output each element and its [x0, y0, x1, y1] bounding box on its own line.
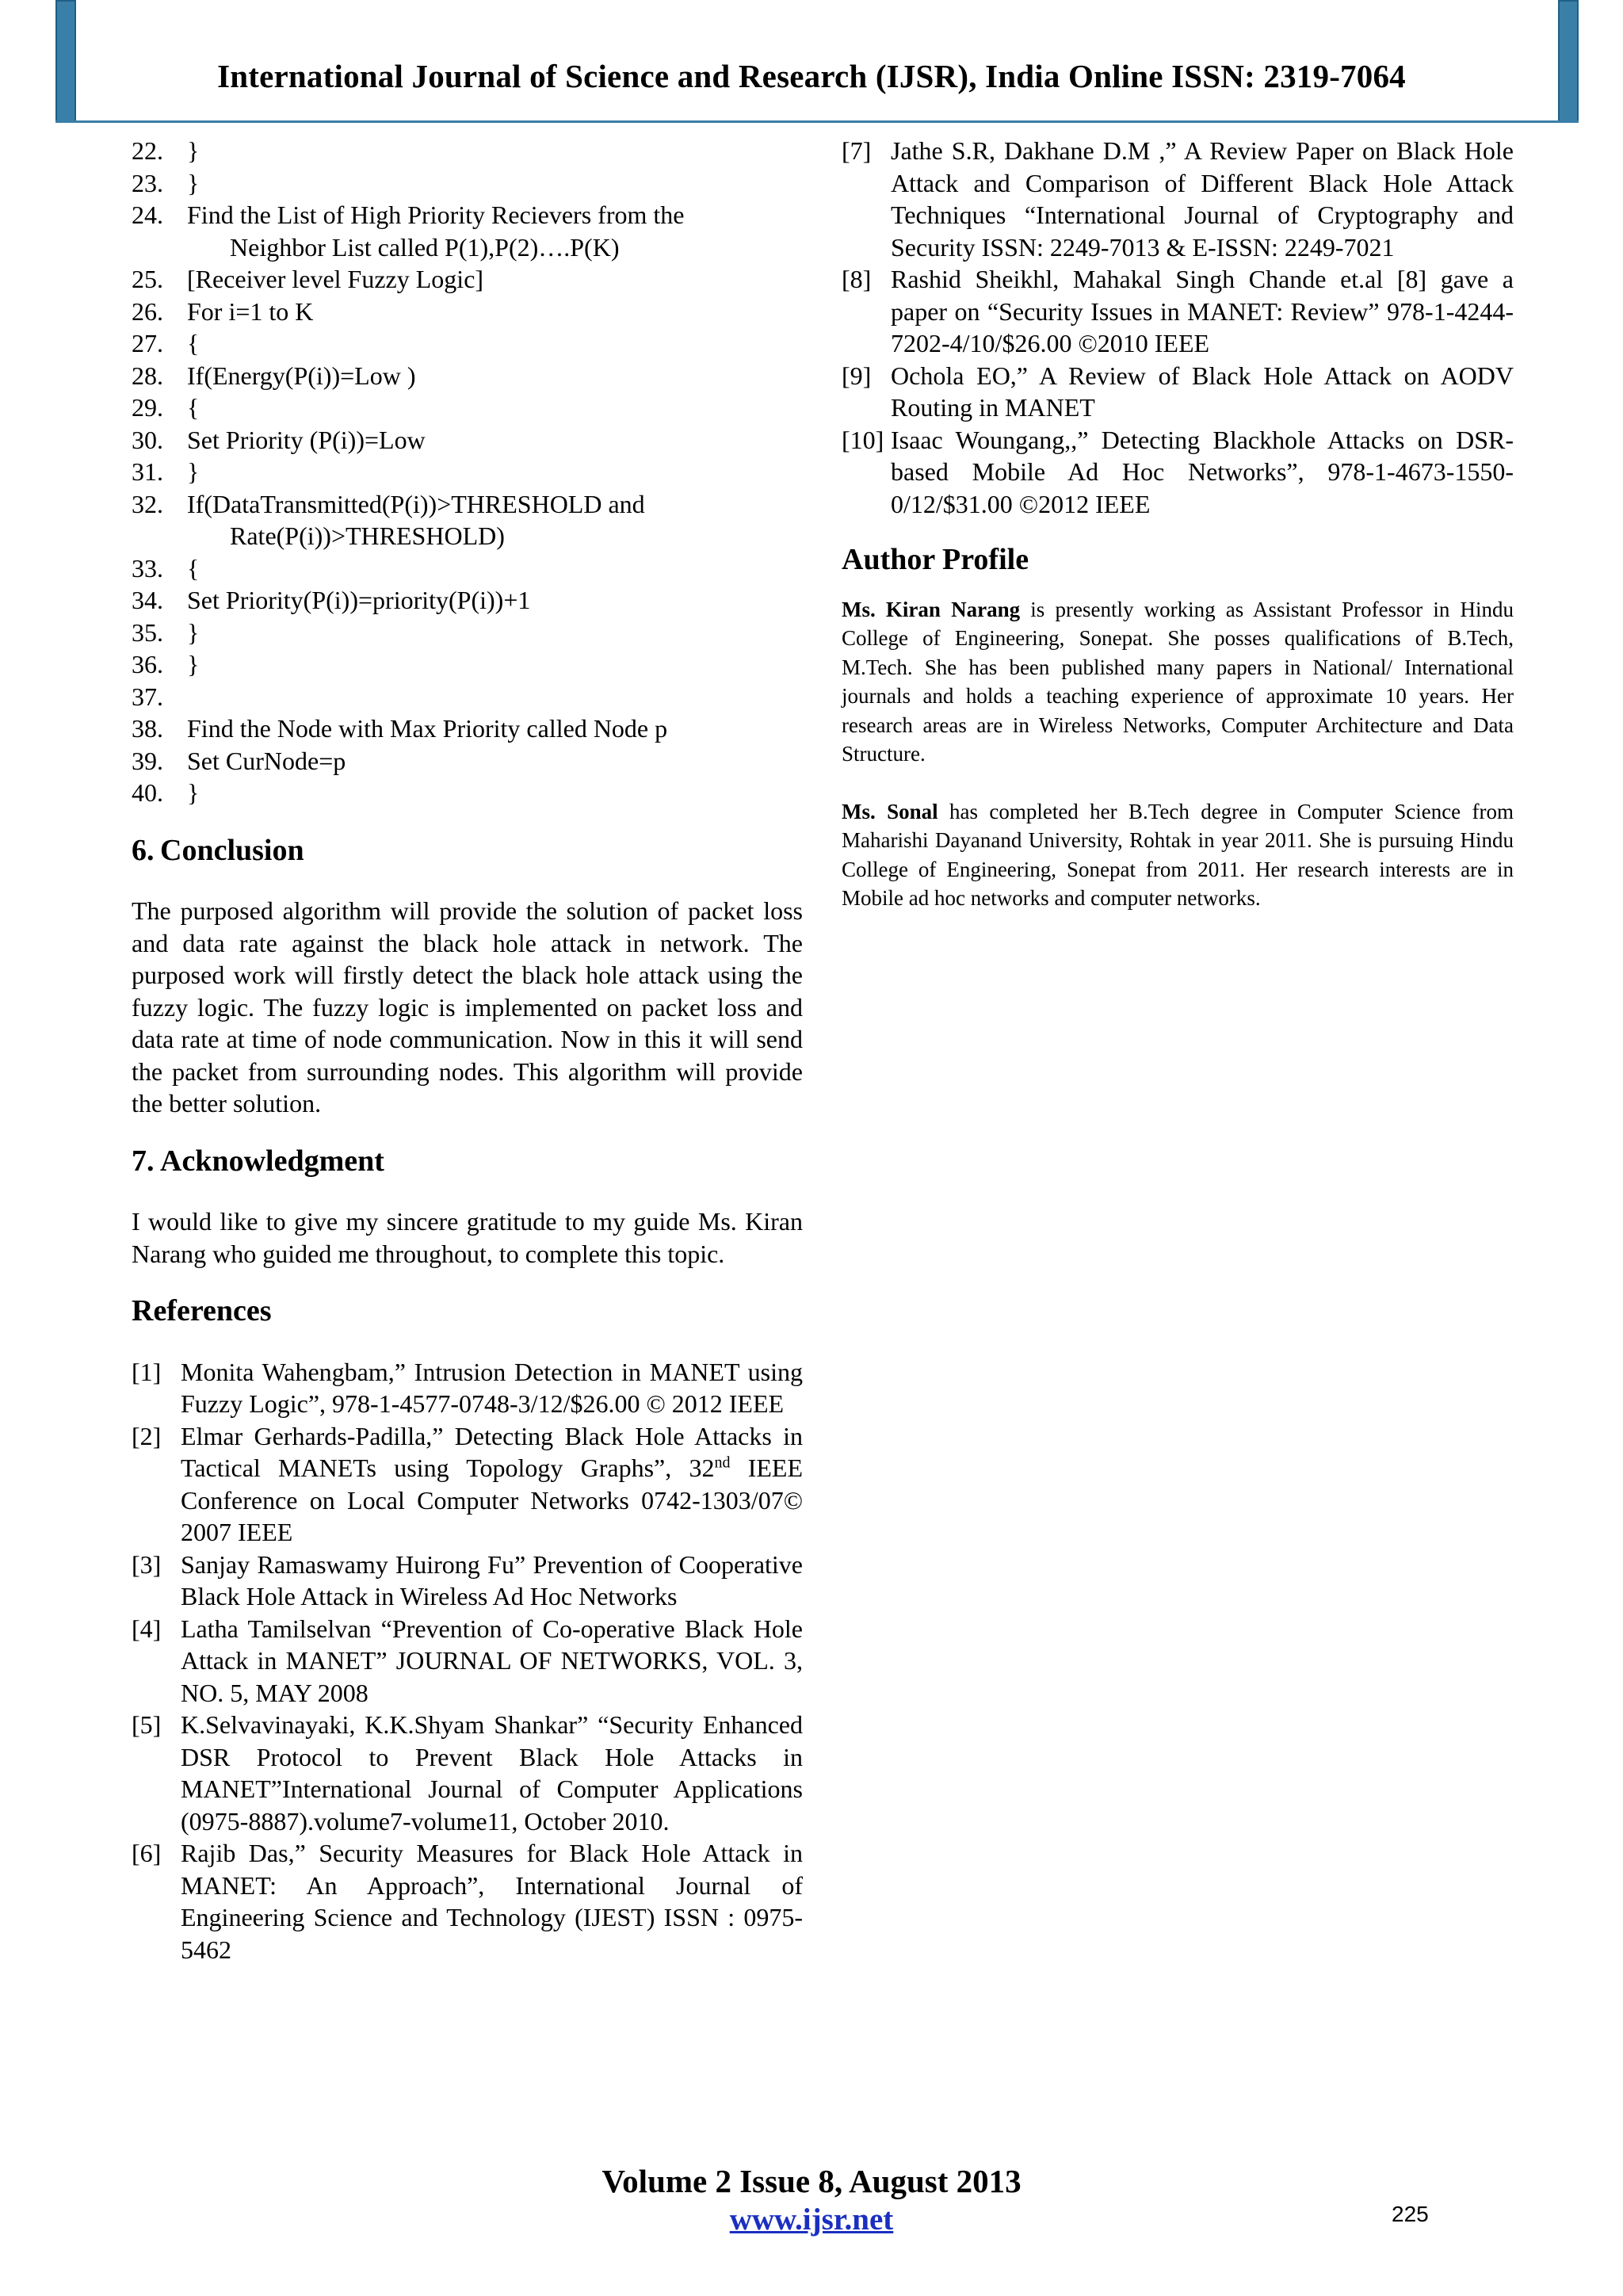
code-line	[132, 584, 803, 617]
code-line-text: Set CurNode=p	[187, 746, 346, 775]
code-line-text: }	[187, 168, 200, 197]
reference-item	[132, 1356, 803, 1420]
code-line-number: 38.	[132, 714, 163, 743]
code-line	[132, 199, 803, 263]
reference-text-continued: IEEE Conference on Local Computer Networks 0742-1303/07© 2007 IEEE	[181, 1454, 804, 1546]
reference-item	[132, 1549, 803, 1613]
code-line-text: Set Priority(P(i))=priority(P(i))+1	[187, 586, 531, 614]
header-rule	[55, 120, 1579, 123]
references-heading: References	[132, 1294, 272, 1328]
reference-text: Sanjay Ramaswamy Huirong Fu” Prevention of Cooperative Black Hole Attack in Wireless Ad Hoc Networks	[181, 1549, 803, 1610]
reference-number: [6]	[132, 1839, 162, 1867]
code-line-text: }	[187, 778, 200, 807]
code-line	[132, 360, 803, 392]
code-line	[132, 167, 803, 200]
reference-item	[132, 1709, 803, 1837]
code-line-number: 36.	[132, 650, 163, 678]
code-line-text: Find the List of High Priority Recievers from the	[187, 201, 685, 229]
code-line	[132, 681, 803, 713]
reference-text: Jathe S.R, Dakhane D.M ,” A Review Paper on Black Hole Attack and Comparison of Different Black Hole Attack Techniques “International Journal of Cryptography and Security ISSN: 2249-7013 & E-ISSN: 2249-7021	[891, 136, 1514, 262]
reference-number: [5]	[132, 1710, 162, 1739]
code-line-text: For i=1 to K	[187, 296, 314, 326]
references-list-right	[842, 135, 1514, 520]
reference-text: K.Selvavinayaki, K.K.Shyam Shankar” “Security Enhanced DSR Protocol to Prevent Black Hole Attacks in MANET”International Journal of Computer Applications (0975-8887).volume7-volume11, October 2010.	[181, 1710, 803, 1836]
code-line-number: 24.	[132, 201, 163, 229]
reference-text: Latha Tamilselvan “Prevention of Co-operative Black Hole Attack in MANET” JOURNAL OF NETWORKS, VOL. 3, NO. 5, MAY 2008	[181, 1614, 803, 1707]
code-line-number: 31.	[132, 457, 163, 486]
code-line-number: 30.	[132, 425, 163, 454]
code-line-number: 25.	[132, 265, 163, 293]
code-line-number: 26.	[132, 296, 163, 326]
code-line-number: 29.	[132, 393, 163, 422]
reference-item	[842, 263, 1514, 360]
code-line-text: {	[187, 553, 200, 583]
code-line	[132, 648, 803, 681]
conclusion-text: The purposed algorithm will provide the solution of packet loss and data rate against the black hole attack in network. The purposed work will firstly detect the black hole attack using the fuzzy logic. The fuzzy logic is implemented on packet loss and data rate at time of node communication. Now in this it will send the packet from surrounding nodes. This algorithm will provide the better solution.	[132, 896, 803, 1117]
author-profile-kiran: Ms. Kiran Narang is presently working as Assistant Professor in Hindu College of Engineering, Sonepat. She posses qualifications of B.Tech, M.Tech. She has been published many papers in National/ International journals and holds a teaching experience of approximate 10 years. Her research areas are in Wireless Networks, Computer Architecture and Data Structure.	[842, 597, 1514, 766]
code-line-text: }	[187, 457, 200, 486]
reference-superscript: nd	[714, 1454, 731, 1472]
code-line-number: 33.	[132, 553, 163, 583]
reference-number: [7]	[842, 136, 872, 165]
right-column	[842, 135, 1514, 913]
code-line-text: Find the Node with Max Priority called Node p	[187, 714, 668, 743]
journal-header-title: International Journal of Science and Research (IJSR), India Online ISSN: 2319-7064	[217, 58, 1406, 94]
reference-item	[842, 424, 1514, 521]
code-line	[132, 712, 803, 745]
conclusion-heading: 6. Conclusion	[132, 833, 304, 867]
reference-item	[842, 360, 1514, 424]
reference-text: Rashid Sheikhl, Mahakal Singh Chande et.al [8] gave a paper on “Security Issues in MANET: Review” 978-1-4244-7202-4/10/$26.00 ©2010 IEEE	[891, 265, 1514, 357]
code-line-text: Set Priority (P(i))=Low	[187, 425, 426, 454]
left-column	[132, 135, 803, 1966]
acknowledgment-text: I would like to give my sincere gratitude to my guide Ms. Kiran Narang who guided me throughout, to complete this topic.	[132, 1207, 803, 1268]
code-line-number: 40.	[132, 778, 163, 807]
reference-item	[132, 1420, 803, 1549]
footer-volume: Volume 2 Issue 8, August 2013	[601, 2163, 1022, 2199]
code-line-text: If(Energy(P(i))=Low )	[187, 361, 416, 390]
code-line-text: [Receiver level Fuzzy Logic]	[187, 265, 484, 293]
code-line	[132, 392, 803, 424]
footer-website-link[interactable]: www.ijsr.net	[729, 2202, 894, 2237]
code-line-text: }	[187, 136, 200, 165]
code-line	[132, 263, 803, 296]
code-line-number: 37.	[132, 682, 163, 711]
reference-text: Ochola EO,” A Review of Black Hole Attack on AODV Routing in MANET	[891, 361, 1514, 422]
code-line	[132, 552, 803, 585]
code-line	[132, 745, 803, 777]
code-line-number: 32.	[132, 489, 163, 518]
reference-number: [1]	[132, 1357, 162, 1386]
code-line	[132, 777, 803, 809]
reference-item	[842, 135, 1514, 263]
reference-text: Isaac Woungang,,” Detecting Blackhole Attacks on DSR-based Mobile Ad Hoc Networks”, 978-1-4673-1550-0/12/$31.00 ©2012 IEEE	[891, 425, 1514, 518]
code-line-text: }	[187, 617, 200, 647]
code-line-number: 27.	[132, 329, 163, 357]
reference-number: [3]	[132, 1549, 162, 1579]
reference-text: Monita Wahengbam,” Intrusion Detection in MANET using Fuzzy Logic”, 978-1-4577-0748-3/12/$26.00 © 2012 IEEE	[181, 1357, 803, 1418]
page-number: 225	[1392, 2202, 1429, 2226]
reference-item	[132, 1613, 803, 1710]
code-line-number: 35.	[132, 617, 163, 647]
code-line-number: 34.	[132, 586, 163, 614]
code-line	[132, 456, 803, 488]
code-line-number: 23.	[132, 168, 163, 197]
acknowledgment-heading: 7. Acknowledgment	[132, 1144, 384, 1178]
code-line-text: If(DataTransmitted(P(i))>THRESHOLD and	[187, 489, 645, 518]
code-line-continuation: Rate(P(i))>THRESHOLD)	[230, 521, 505, 550]
code-line-number: 22.	[132, 136, 163, 165]
algorithm-code-list	[132, 135, 803, 809]
code-line	[132, 617, 803, 649]
reference-number: [2]	[132, 1421, 162, 1450]
code-line	[132, 135, 803, 167]
code-line-text: {	[187, 393, 200, 422]
references-list-left	[132, 1356, 803, 1966]
code-line	[132, 488, 803, 552]
reference-text: Elmar Gerhards-Padilla,” Detecting Black Hole Attacks in Tactical MANETs using Topology Graphs”, 32	[181, 1421, 803, 1482]
reference-number: [4]	[132, 1614, 162, 1643]
code-line-text: }	[187, 650, 200, 678]
code-line-text: {	[187, 329, 200, 357]
code-line-number: 39.	[132, 746, 163, 775]
author-profile-sonal: Ms. Sonal has completed her B.Tech degree in Computer Science from Maharishi Dayanand University, Rohtak in year 2011. She is pursuing Hindu College of Engineering, Sonepat from 2011. Her research interests are in Mobile ad hoc networks and computer networks.	[842, 799, 1514, 910]
code-line	[132, 296, 803, 328]
reference-text: Rajib Das,” Security Measures for Black Hole Attack in MANET: An Approach”, International Journal of Engineering Science and Technology (IJEST) ISSN : 0975-5462	[181, 1839, 803, 1964]
code-line	[132, 424, 803, 457]
code-line-continuation: Neighbor List called P(1),P(2)….P(K)	[230, 232, 620, 262]
author-profile-heading: Author Profile	[842, 543, 1029, 576]
reference-number: [10]	[842, 425, 884, 454]
reference-item	[132, 1837, 803, 1966]
reference-number: [9]	[842, 361, 872, 390]
reference-number: [8]	[842, 265, 872, 293]
code-line	[132, 327, 803, 360]
code-line-number: 28.	[132, 361, 163, 390]
